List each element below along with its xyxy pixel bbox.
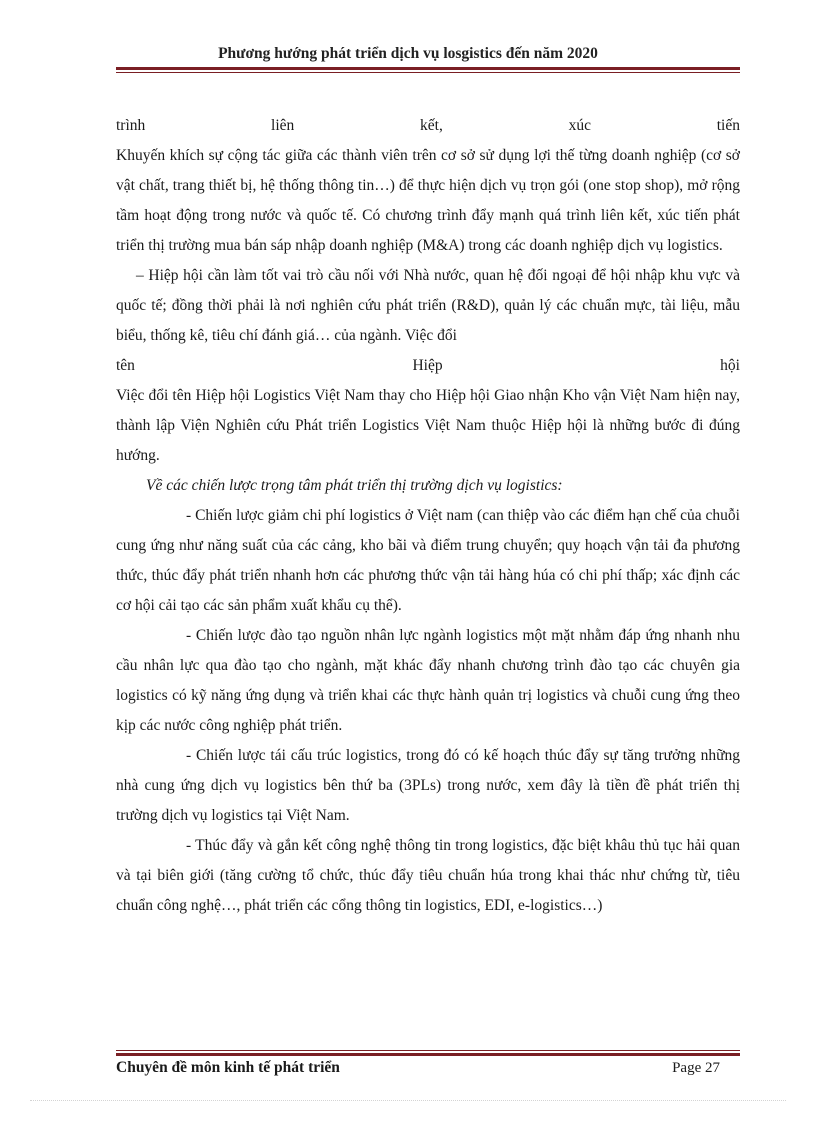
word: xúc xyxy=(568,117,591,134)
word: kết, xyxy=(420,117,443,134)
spread-line xyxy=(116,351,740,381)
footer-course-title: Chuyên đề môn kinh tế phát triển xyxy=(116,1059,340,1076)
paragraph-cost-strategy: - Chiến lược giảm chi phí logistics ở Việt nam (can thiệp vào các điểm hạn chế của chuỗi cung ứng như năng suất của các cảng, kho bãi và điểm trung chuyển; quy hoạch vận tải đa phương thức, thúc đẩy phát triển nhanh hơn các phương thức vận tải hàng húa có chi phí thấp; xác định các cơ hội cải tạo các sản phẩm xuất khẩu cụ thể). xyxy=(116,507,740,614)
paragraph-association-role: – Hiệp hội cần làm tốt vai trò cầu nối với Nhà nước, quan hệ đối ngoại để hội nhập khu vực và quốc tế; đồng thời phải là nơi nghiên cứu phát triển (R&D), quản lý các chuẩn mực, tài liệu, mẫu biểu, thống kê, tiêu chí đánh giá… của ngành. Việc đổi xyxy=(116,267,740,344)
spread-line xyxy=(116,111,740,141)
paragraph-rename: Việc đổi tên Hiệp hội Logistics Việt Nam thay cho Hiệp hội Giao nhận Kho vận Việt Nam hiện nay, thành lập Viện Nghiên cứu Phát triển Logistics Việt Nam thuộc Hiệp hội là những bước đi đúng hướng. xyxy=(116,387,740,464)
section-subheading: Về các chiến lược trọng tâm phát triển thị trường dịch vụ logistics: xyxy=(146,477,563,494)
word: trình xyxy=(116,117,146,134)
word: liên xyxy=(271,117,295,134)
word: tên xyxy=(116,357,135,374)
paragraph-training-strategy: - Chiến lược đào tạo nguồn nhân lực ngành logistics một mặt nhằm đáp ứng nhanh nhu cầu nhân lực qua đào tạo cho ngành, mặt khác đẩy nhanh chương trình đào tạo các chuyên gia logistics có kỹ năng ứng dụng và triển khai các thực hành quản trị logistics và chuỗi cung ứng theo kịp các nước công nghiệp phát triển. xyxy=(116,627,740,734)
paragraph-restructure-strategy: - Chiến lược tái cấu trúc logistics, trong đó có kế hoạch thúc đẩy sự tăng trưởng những nhà cung ứng dịch vụ logistics bên thứ ba (3PLs) trong nước, xem đây là tiền đề phát triển thị trường dịch vụ logistics tại Việt Nam. xyxy=(116,747,740,824)
page-number: Page 27 xyxy=(672,1060,720,1076)
paragraph-it-strategy: - Thúc đẩy và gắn kết công nghệ thông tin trong logistics, đặc biệt khâu thủ tục hải quan và tại biên giới (tăng cường tổ chức, thúc đẩy tiêu chuẩn húa trong khai thác như chứng từ, tiêu chuẩn công nghệ…, phát triển các cổng thông tin logistics, EDI, e-logistics…) xyxy=(116,837,740,914)
page-edge-dotted-line xyxy=(30,1100,786,1101)
word: Hiệp xyxy=(412,357,443,374)
document-body xyxy=(116,111,740,921)
paragraph-cooperation: Khuyến khích sự cộng tác giữa các thành viên trên cơ sở sử dụng lợi thế từng doanh nghiệp (cơ sở vật chất, trang thiết bị, hệ thống thông tin…) để thực hiện dịch vụ trọn gói (one stop shop), mở rộng tầm hoạt động trong nước và quốc tế. Có chương trình đẩy mạnh quá trình liên kết, xúc tiến phát triển thị trường mua bán sáp nhập doanh nghiệp (M&A) trong các doanh nghiệp dịch vụ logistics. xyxy=(116,147,740,254)
footer-divider xyxy=(116,1050,740,1056)
page-header-title: Phương hướng phát triển dịch vụ losgistics đến năm 2020 xyxy=(218,45,598,62)
header-divider xyxy=(116,67,740,73)
word: hội xyxy=(720,357,740,374)
word: tiến xyxy=(716,117,740,134)
